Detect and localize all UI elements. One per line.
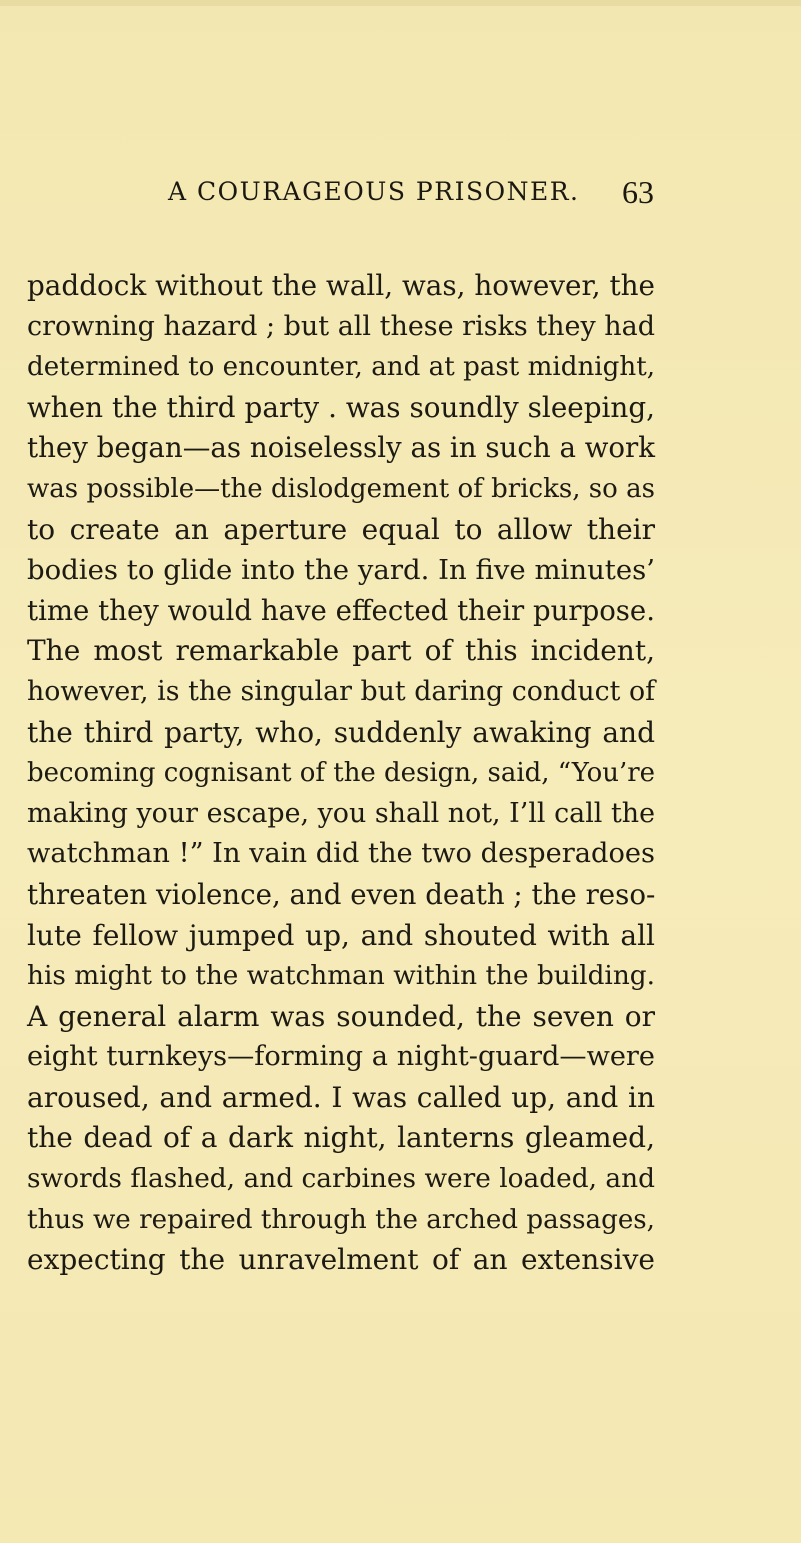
text-line-19: A general alarm was sounded, the seven or bbox=[27, 999, 655, 1033]
text-line-6: was possible—the dislodgement of bricks, so as bbox=[27, 473, 655, 504]
text-line-24: thus we repaired through the arched passages, bbox=[27, 1204, 655, 1235]
running-title: A COURAGEOUS PRISONER. bbox=[168, 177, 580, 206]
page-header bbox=[168, 172, 654, 212]
text-line-7: to create an aperture equal to allow their bbox=[27, 512, 655, 546]
page-top-edge bbox=[0, 0, 801, 6]
text-line-13: becoming cognisant of the design, said, “You’re bbox=[27, 758, 656, 789]
text-line-21: aroused, and armed. I was called up, and in bbox=[27, 1080, 655, 1114]
text-line-4: when the third party . was soundly sleeping, bbox=[27, 390, 655, 424]
text-line-8: bodies to glide into the yard. In five minutes’ bbox=[27, 554, 655, 587]
text-line-23: swords flashed, and carbines were loaded, and bbox=[27, 1164, 655, 1195]
text-line-17: lute fellow jumped up, and shouted with all bbox=[27, 918, 655, 952]
text-line-11: however, is the singular but daring conduct of bbox=[27, 675, 655, 707]
text-line-20: eight turnkeys—forming a night-guard—were bbox=[27, 1041, 655, 1073]
text-line-14: making your escape, you shall not, I’ll call the bbox=[27, 797, 655, 829]
page-number: 63 bbox=[622, 174, 654, 210]
text-line-18: his might to the watchman within the building. bbox=[27, 961, 655, 992]
text-line-3: determined to encounter, and at past midnight, bbox=[27, 352, 655, 383]
text-line-12: the third party, who, suddenly awaking and bbox=[27, 715, 655, 749]
text-line-15: watchman !” In vain did the two desperadoes bbox=[27, 838, 655, 870]
text-line-16: threaten violence, and even death ; the reso- bbox=[27, 877, 656, 911]
text-line-5: they began—as noiselessly as in such a work bbox=[27, 431, 655, 465]
text-line-25: expecting the unravelment of an extensive bbox=[27, 1243, 655, 1277]
text-line-2: crowning hazard ; but all these risks they had bbox=[27, 310, 655, 342]
text-line-1: paddock without the wall, was, however, the bbox=[27, 269, 655, 302]
body-text bbox=[27, 266, 655, 1281]
text-line-9: time they would have effected their purpose. bbox=[27, 594, 655, 627]
text-line-10: The most remarkable part of this incident, bbox=[27, 634, 655, 668]
text-line-22: the dead of a dark night, lanterns gleamed, bbox=[27, 1121, 655, 1155]
